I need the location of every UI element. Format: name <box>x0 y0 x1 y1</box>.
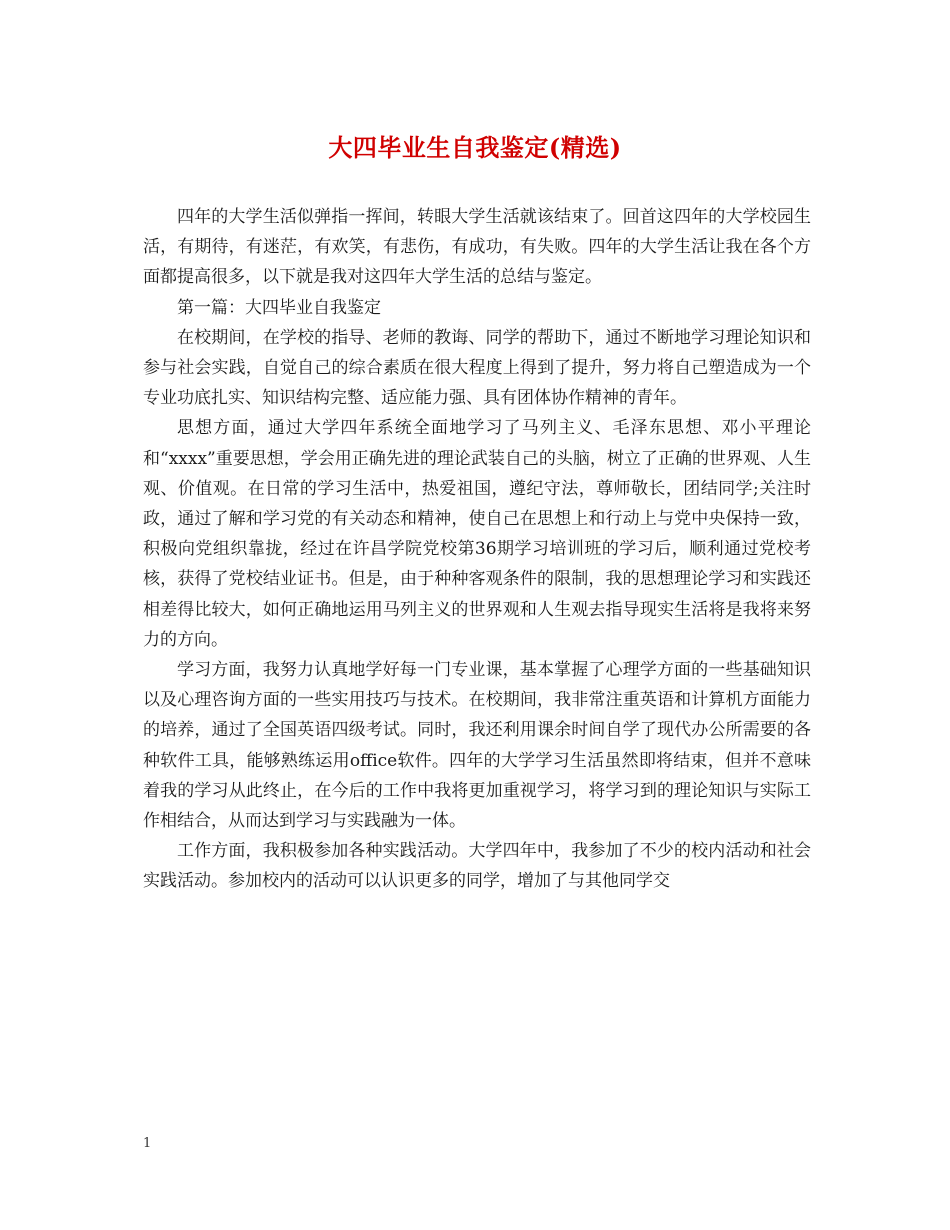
paragraph-work: 工作方面，我积极参加各种实践活动。大学四年中，我参加了不少的校内活动和社会实践活动。参加校内的活动可以认识更多的同学，增加了与其他同学交 <box>143 841 811 892</box>
paragraph-ideology: 思想方面，通过大学四年系统全面地学习了马列主义、毛泽东思想、邓小平理论和“xxxx”重要思想，学会用正确先进的理论武装自己的头脑，树立了正确的世界观、人生观、价值观。在日常的学习生活中，热爱祖国，遵纪守法，尊师敬长，团结同学;关注时政，通过了解和学习党的有关动态和精神，使自己在思想上和行动上与党中央保持一致，积极向党组织靠拢，经过在许昌学院党校第36期学习培训班的学习后，顺利通过党校考核，获得了党校结业证书。但是，由于种种客观条件的限制，我的思想理论学习和实践还相差得比较大，如何正确地运用马列主义的世界观和人生观去指导现实生活将是我将来努力的方向。 <box>143 418 811 650</box>
page-number: 1 <box>143 1136 152 1151</box>
paragraph-intro: 四年的大学生活似弹指一挥间，转眼大学生活就该结束了。回首这四年的大学校园生活，有期待，有迷茫，有欢笑，有悲伤，有成功，有失败。四年的大学生活让我在各个方面都提高很多，以下就是我对这四年大学生活的总结与鉴定。 <box>143 207 811 288</box>
document-body <box>143 202 811 897</box>
paragraph-section-heading: 第一篇：大四毕业自我鉴定 <box>177 297 381 318</box>
paragraph-school-period: 在校期间，在学校的指导、老师的教诲、同学的帮助下，通过不断地学习理论知识和参与社会实践，自觉自己的综合素质在很大程度上得到了提升，努力将自己塑造成为一个专业功底扎实、知识结构完整、适应能力强、具有团体协作精神的青年。 <box>143 327 811 409</box>
paragraph-study: 学习方面，我努力认真地学好每一门专业课，基本掌握了心理学方面的一些基础知识以及心理咨询方面的一些实用技巧与技术。在校期间，我非常注重英语和计算机方面能力的培养，通过了全国英语四级考试。同时，我还利用课余时间自学了现代办公所需要的各种软件工具，能够熟练运用office软件。四年的大学学习生活虽然即将结束，但并不意味着我的学习从此终止，在今后的工作中我将更加重视学习，将学习到的理论知识与实际工作相结合，从而达到学习与实践融为一体。 <box>143 660 811 832</box>
document-title: 大四毕业生自我鉴定(精选) <box>328 133 622 162</box>
